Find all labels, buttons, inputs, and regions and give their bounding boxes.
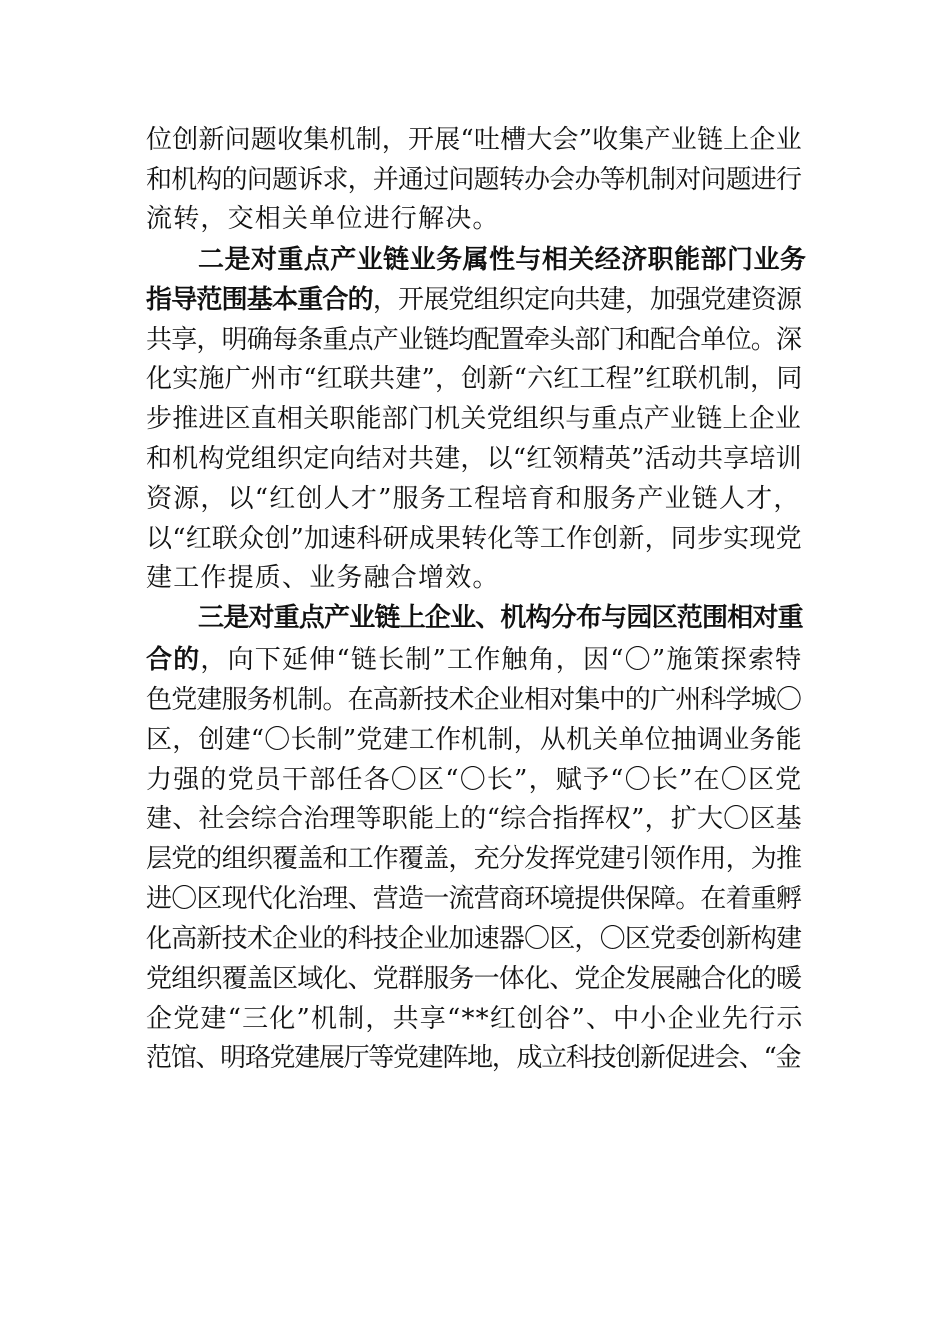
paragraph-line: [146, 359, 803, 399]
paragraph-heading-line: [198, 598, 803, 638]
paragraph-line: [146, 120, 802, 160]
paragraph-line: [146, 640, 802, 680]
line-text: 和机构的问题诉求，并通过问题转办会办等机制对问题进行: [146, 165, 802, 195]
line-text: 企党建“三化”机制，共享“**红创谷”、中小企业先行示: [146, 1004, 804, 1034]
line-text: 范馆、明珞党建展厅等党建阵地，成立科技创新促进会、“金: [146, 1043, 801, 1073]
line-text: 区，创建“〇长制”党建工作机制，从机关单位抽调业务能: [146, 725, 802, 755]
line-text: 化高新技术企业的科技企业加速器〇区，〇区党委创新构建: [146, 924, 802, 954]
line-text: 流转，交相关单位进行解决。: [146, 204, 500, 234]
paragraph-line: [146, 519, 802, 559]
line-text: 色党建服务机制。在高新技术企业相对集中的广州科学城〇: [146, 685, 802, 715]
paragraph-line: [146, 1038, 800, 1078]
line-text: 和机构党组织定向结对共建，以“红领精英”活动共享培训: [146, 444, 802, 474]
line-text: 以“红联众创”加速科研成果转化等工作创新，同步实现党: [146, 524, 802, 554]
line-text: 位创新问题收集机制，开展“吐槽大会”收集产业链上企业: [146, 125, 802, 155]
paragraph-line: [146, 919, 801, 959]
paragraph-line: [146, 399, 801, 439]
line-text: 党组织覆盖区域化、党群服务一体化、党企发展融合化的暖: [146, 964, 802, 994]
line-text: 进〇区现代化治理、营造一流营商环境提供保障。在着重孵: [146, 884, 802, 914]
paragraph-line: [146, 879, 801, 919]
line-text: 化实施广州市“红联共建”，创新“六红工程”红联机制，同: [146, 364, 803, 394]
bold-lead: 指导范围基本重合的: [146, 285, 373, 315]
line-text: 步推进区直相关职能部门机关党组织与重点产业链上企业: [146, 404, 802, 434]
paragraph-line: [146, 199, 500, 239]
paragraph-line: [146, 720, 802, 760]
line-text: 资源，以“红创人才”服务工程培育和服务产业链人才，: [146, 484, 801, 514]
paragraph-line: [146, 760, 802, 800]
paragraph-line: [146, 959, 801, 999]
line-text: ，向下延伸“链长制”工作触角，因“〇”施策探索特: [200, 645, 803, 675]
paragraph-line: [146, 439, 802, 479]
line-text: 层党的组织覆盖和工作覆盖，充分发挥党建引领作用，为推: [146, 844, 802, 874]
line-text: 建、社会综合治理等职能上的“综合指挥权”，扩大〇区基: [146, 804, 802, 834]
paragraph-line: [146, 479, 801, 519]
paragraph-heading-line: [198, 240, 806, 280]
line-text: ，开展党组织定向共建，加强党建资源: [372, 285, 802, 315]
paragraph-line: [146, 680, 801, 720]
bold-lead: 合的: [146, 645, 201, 675]
paragraph-line: [146, 839, 801, 879]
line-text: 共享，明确每条重点产业链均配置牵头部门和配合单位。深: [146, 325, 802, 355]
paragraph-line: [146, 999, 804, 1039]
paragraph-line: [146, 320, 801, 360]
paragraph-line: [146, 160, 801, 200]
bold-lead: 二是对重点产业链业务属性与相关经济职能部门业务: [198, 245, 807, 275]
bold-lead: 三是对重点产业链上企业、机构分布与园区范围相对重: [198, 603, 803, 633]
line-text: 建工作提质、业务融合增效。: [146, 563, 500, 593]
paragraph-line: [146, 558, 500, 598]
paragraph-line: [146, 280, 801, 320]
paragraph-line: [146, 799, 802, 839]
line-text: 力强的党员干部任各〇区“〇长”，赋予“〇长”在〇区党: [146, 765, 803, 795]
